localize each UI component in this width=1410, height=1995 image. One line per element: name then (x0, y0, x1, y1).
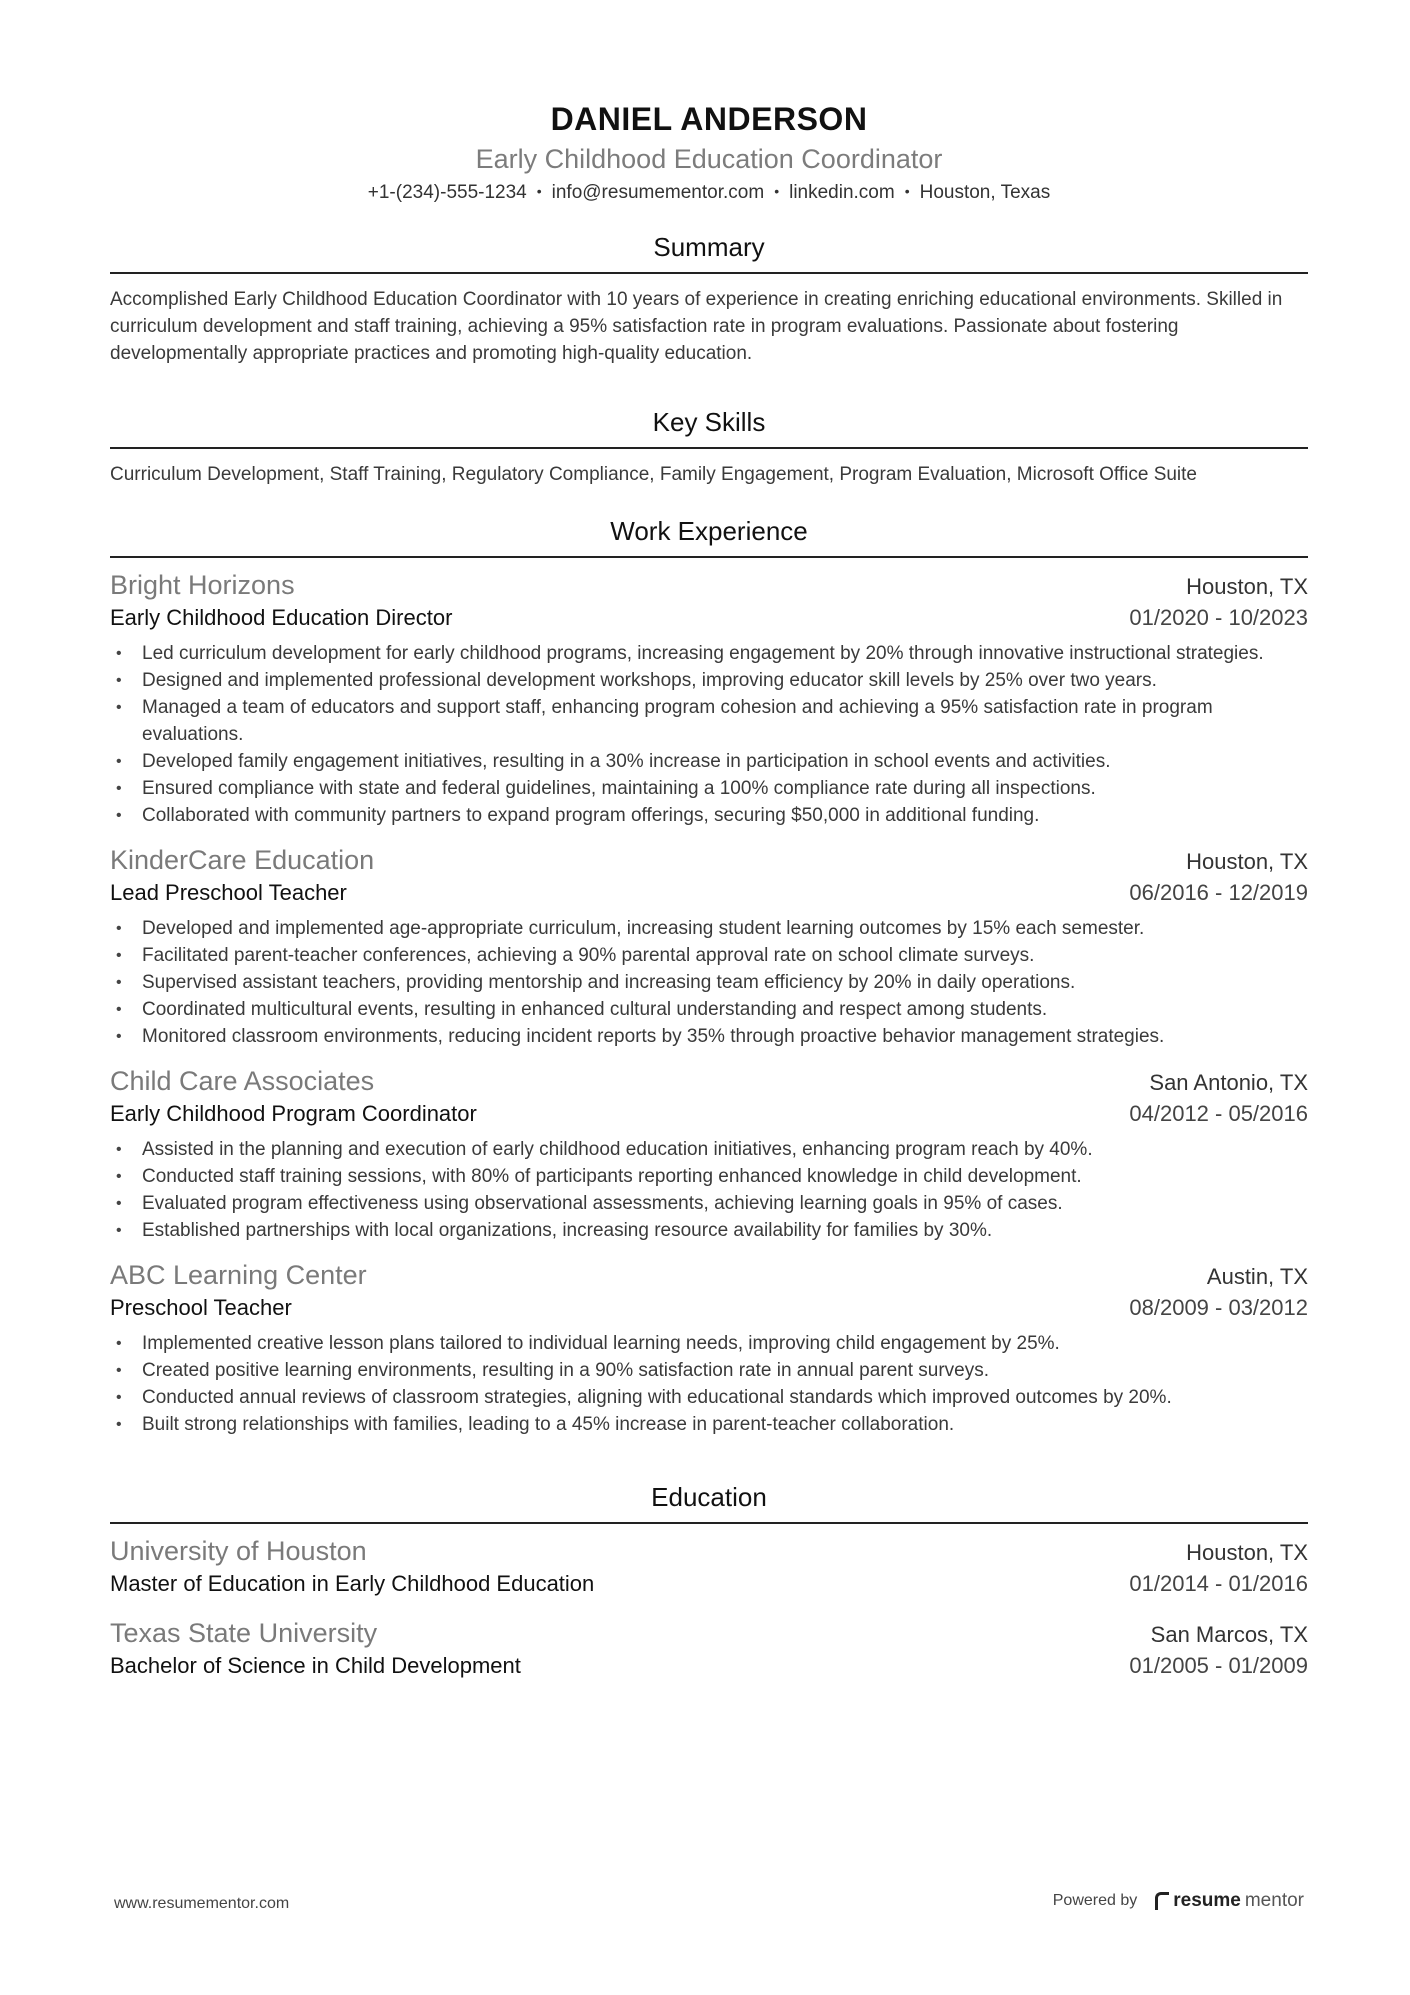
resumementor-logo[interactable] (1155, 1890, 1304, 1912)
education-degree: Master of Education in Early Childhood Education (110, 1571, 595, 1596)
section-divider (110, 272, 1308, 274)
skills-text: Curriculum Development, Staff Training, Regulatory Compliance, Family Engagement, Program Evaluation, Microsoft Office Suite (110, 464, 1197, 485)
job-company: Child Care Associates (110, 1066, 375, 1096)
section-title-skills: Key Skills (652, 407, 766, 437)
list-item: • Assisted in the planning and execution of early childhood education initiatives, enhancing program reach by 40%. (116, 1139, 1093, 1160)
list-item: • Led curriculum development for early childhood programs, increasing engagement by 20% through innovative instructional strategies. (116, 643, 1264, 664)
list-item: • Managed a team of educators and support staff, enhancing program cohesion and achieving a 95% satisfaction rate in program evaluations. (116, 697, 1213, 745)
job-role: Preschool Teacher (110, 1295, 292, 1320)
list-item: • Developed and implemented age-appropriate curriculum, increasing student learning outcomes by 15% each semester. (116, 918, 1145, 939)
education-dates: 01/2014 - 01/2016 (1129, 1571, 1308, 1596)
list-item: • Conducted annual reviews of classroom strategies, aligning with educational standards which improved outcomes by 20%. (116, 1387, 1172, 1408)
job-dates: 06/2016 - 12/2019 (1129, 880, 1308, 905)
job-company: Bright Horizons (110, 570, 295, 600)
list-item: • Coordinated multicultural events, resulting in enhanced cultural understanding and respect among students. (116, 999, 1048, 1020)
experience-section (110, 514, 1308, 1438)
education-entry (110, 1616, 1308, 1682)
section-title-education: Education (651, 1482, 767, 1512)
section-divider (110, 447, 1308, 449)
section-divider (110, 1522, 1308, 1524)
section-title-experience: Work Experience (610, 516, 808, 546)
job-location: Houston, TX (1186, 849, 1308, 874)
job-location: Houston, TX (1186, 574, 1308, 599)
list-item: • Evaluated program effectiveness using observational assessments, achieving learning goals in 95% of cases. (116, 1193, 1063, 1214)
separator-dot: • (774, 183, 780, 199)
list-item: • Designed and implemented professional development workshops, improving educator skill levels by 25% over two years. (116, 670, 1157, 691)
summary-section (110, 230, 1308, 367)
list-item: • Supervised assistant teachers, providing mentorship and increasing team efficiency by 20% in daily operations. (116, 972, 1076, 993)
job-dates: 08/2009 - 03/2012 (1129, 1295, 1308, 1320)
education-location: San Marcos, TX (1150, 1622, 1308, 1647)
candidate-name: DANIEL ANDERSON (550, 101, 868, 137)
list-item: • Established partnerships with local organizations, increasing resource availability for families by 30%. (116, 1220, 993, 1241)
job-entry (110, 1064, 1308, 1244)
list-item: • Created positive learning environments, resulting in a 90% satisfaction rate in annual parent surveys. (116, 1360, 990, 1381)
job-role: Early Childhood Education Director (110, 605, 453, 630)
summary-text: Accomplished Early Childhood Education Coordinator with 10 years of experience in creating enriching educational environments. Skilled in curriculum development and staff training, achieving a 95% satisfaction rate in program evaluations. Passionate about fostering developmentally appropriate practices and promoting high-quality education. (110, 289, 1283, 364)
list-item: • Collaborated with community partners to expand program offerings, securing $50,000 in additional funding. (116, 805, 1040, 826)
job-company: KinderCare Education (110, 845, 375, 875)
separator-dot: • (536, 183, 542, 199)
education-degree: Bachelor of Science in Child Development (110, 1653, 521, 1678)
resumementor-logo-icon (1155, 1892, 1169, 1910)
education-location: Houston, TX (1186, 1540, 1308, 1565)
contact-phone: +1-(234)-555-1234 (367, 182, 527, 203)
job-bullets (110, 1330, 1308, 1438)
job-entry (110, 843, 1308, 1050)
job-role: Lead Preschool Teacher (110, 880, 347, 905)
education-entry (110, 1534, 1308, 1600)
job-bullets (110, 640, 1308, 829)
list-item: • Facilitated parent-teacher conferences, achieving a 90% parental approval rate on school climate surveys. (116, 945, 1035, 966)
contact-email[interactable]: info@resumementor.com (551, 182, 765, 203)
section-divider (110, 556, 1308, 558)
job-dates: 01/2020 - 10/2023 (1129, 605, 1308, 630)
job-location: Austin, TX (1206, 1264, 1308, 1289)
education-school: Texas State University (110, 1618, 378, 1648)
list-item: • Implemented creative lesson plans tailored to individual learning needs, improving child engagement by 25%. (116, 1333, 1060, 1354)
contact-linkedin[interactable]: linkedin.com (789, 182, 895, 203)
list-item: • Built strong relationships with families, leading to a 45% increase in parent-teacher collaboration. (116, 1414, 955, 1435)
education-school: University of Houston (110, 1536, 367, 1566)
education-dates: 01/2005 - 01/2009 (1129, 1653, 1308, 1678)
list-item: • Developed family engagement initiatives, resulting in a 30% increase in participation in school events and activities. (116, 751, 1111, 772)
footer-branding (1053, 1890, 1304, 1912)
candidate-headline: Early Childhood Education Coordinator (475, 144, 943, 174)
contact-location: Houston, Texas (919, 182, 1051, 203)
brand-name-light: mentor (1244, 1890, 1304, 1911)
footer-website-link[interactable]: www.resumementor.com (114, 1895, 290, 1912)
section-title-summary: Summary (653, 232, 765, 262)
contact-line (110, 178, 1308, 208)
skills-section (110, 405, 1308, 488)
brand-name-bold: resume (1173, 1890, 1241, 1911)
job-location: San Antonio, TX (1149, 1070, 1308, 1095)
job-company: ABC Learning Center (110, 1260, 367, 1290)
job-bullets (110, 1136, 1308, 1244)
powered-by-label: Powered by (1052, 1892, 1138, 1909)
job-bullets (110, 915, 1308, 1050)
job-dates: 04/2012 - 05/2016 (1129, 1101, 1308, 1126)
list-item: • Ensured compliance with state and federal guidelines, maintaining a 100% compliance rate during all inspections. (116, 778, 1096, 799)
resume-page (110, 96, 1308, 1682)
separator-dot: • (904, 183, 910, 199)
list-item: • Conducted staff training sessions, with 80% of participants reporting enhanced knowledge in child development. (116, 1166, 1082, 1187)
job-role: Early Childhood Program Coordinator (110, 1101, 477, 1126)
education-section (110, 1480, 1308, 1682)
list-item: • Monitored classroom environments, reducing incident reports by 35% through proactive behavior management strategies. (116, 1026, 1165, 1047)
job-entry (110, 1258, 1308, 1438)
job-entry (110, 568, 1308, 829)
resume-header (110, 96, 1308, 208)
